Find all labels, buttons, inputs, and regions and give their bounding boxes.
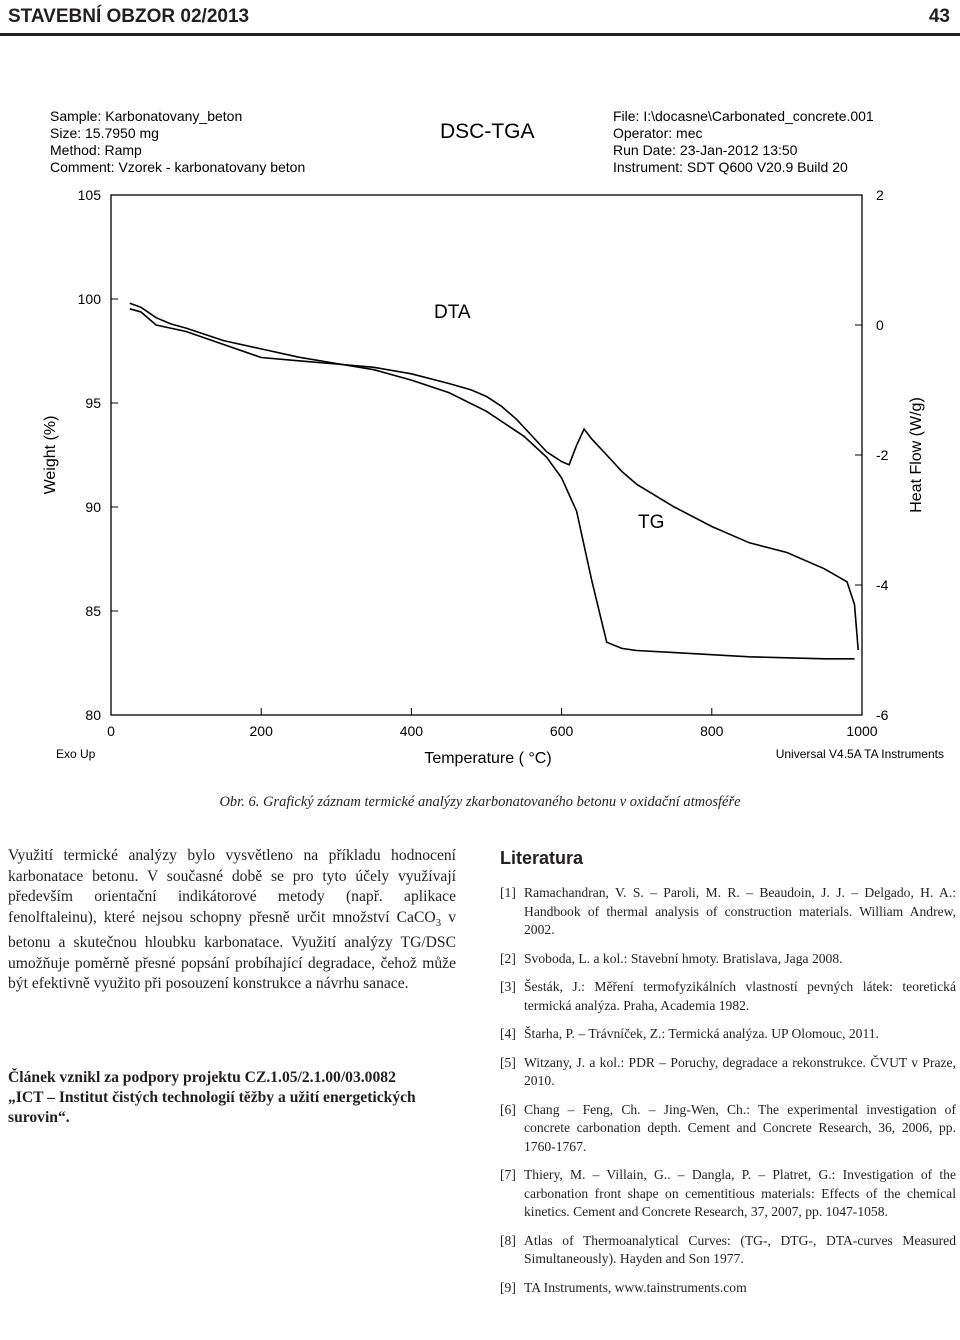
- x-tick-label: 1000: [846, 723, 878, 739]
- reference-item: [500, 1232, 956, 1269]
- exo-up-label: Exo Up: [56, 747, 96, 761]
- reference-item: [500, 1025, 956, 1044]
- running-header: [8, 4, 952, 32]
- meta-size: Size: 15.7950 mg: [50, 125, 159, 141]
- reference-number: [6]: [500, 1101, 516, 1117]
- reference-text: Ramachandran, V. S. – Paroli, M. R. – Beaudoin, J. J. – Delgado, H. A.: Handbook of thermal analysis of construction materials. William Andrew, 2002.: [524, 885, 956, 937]
- y2-tick-label: -2: [876, 447, 889, 463]
- reference-text: Chang – Feng, Ch. – Jing-Wen, Ch.: The experimental investigation of concrete carbonation depth. Cement and Concrete Research, 36, 2006, pp. 1760-1767.: [524, 1101, 956, 1154]
- y-axis-ticks: [78, 187, 118, 723]
- meta-sample: Sample: Karbonatovany_beton: [50, 108, 243, 124]
- y2-tick-label: -4: [876, 577, 889, 593]
- y-tick-label: 90: [85, 499, 101, 515]
- y-tick-label: 85: [85, 603, 101, 619]
- reference-text: Atlas of Thermoanalytical Curves: (TG-, DTG-, DTA-curves Measured Simultaneously). Hayden and Son 1977.: [524, 1232, 956, 1266]
- meta-method: Method: Ramp: [50, 142, 142, 158]
- y-tick-label: 95: [85, 395, 101, 411]
- reference-item: [500, 1101, 956, 1157]
- reference-number: [7]: [500, 1167, 516, 1182]
- x-tick-label: 400: [399, 723, 424, 739]
- y2-tick-label: 2: [876, 187, 884, 203]
- reference-number: [1]: [500, 885, 516, 900]
- reference-number: [2]: [500, 950, 516, 966]
- reference-number: [4]: [500, 1026, 516, 1041]
- reference-list: [500, 884, 956, 1297]
- reference-text: TA Instruments, www.tainstruments.com: [524, 1279, 747, 1295]
- reference-item: [500, 1054, 956, 1091]
- x-axis-ticks: [107, 708, 878, 739]
- y2-tick-label: 0: [876, 317, 884, 333]
- x-tick-label: 600: [549, 723, 574, 739]
- body-paragraph: [8, 846, 456, 995]
- x-axis-label: Temperature ( °C): [424, 750, 552, 767]
- x-tick-label: 200: [249, 723, 273, 739]
- header-rule: [0, 33, 960, 36]
- meta-file: File: I:\docasne\Carbonated_concrete.001: [613, 108, 874, 124]
- reference-item: [500, 1279, 956, 1298]
- figure-meta-left: [50, 108, 305, 176]
- meta-run-date: Run Date: 23-Jan-2012 13:50: [613, 142, 798, 158]
- plot-frame: [111, 195, 862, 715]
- y2-tick-label: -6: [876, 707, 889, 723]
- series-line-tg: [130, 303, 855, 659]
- y-axis-label: Weight (%): [42, 415, 59, 495]
- reference-text: Štarha, P. – Trávníček, Z.: Termická analýza. UP Olomouc, 2011.: [524, 1026, 879, 1041]
- subscript-3: 3: [435, 916, 442, 929]
- y2-axis-ticks: [855, 187, 889, 723]
- literature-heading: Literatura: [500, 848, 584, 868]
- acknowledgement: [8, 1068, 460, 1128]
- paragraph-part-1: Využití termické analýzy bylo vysvětleno na příkladu hodnocení karbonatace betonu. V současné době se pro tyto účely využívají především orientační indikátorové metody (např. aplikace fenolftaleinu), které nejsou schopny přesně určit množství CaCO: [8, 847, 456, 926]
- reference-number: [8]: [500, 1232, 516, 1248]
- page-number: 43: [928, 6, 950, 27]
- x-tick-label: 0: [107, 723, 115, 739]
- reference-number: [5]: [500, 1054, 516, 1070]
- x-tick-label: 800: [700, 723, 724, 739]
- acknowledgement-line-2: „ICT – Institut čistých technologií těžby a užití energetických surovin“.: [8, 1089, 416, 1126]
- reference-text: Šesták, J.: Měření termofyzikálních vlastností pevných látek: teoretická termická analýza. Praha, Academia 1982.: [524, 979, 956, 1013]
- annotation-tg: TG: [638, 512, 665, 533]
- reference-text: Svoboda, L. a kol.: Stavební hmoty. Bratislava, Jaga 2008.: [524, 950, 843, 966]
- y-tick-label: 100: [77, 291, 101, 307]
- reference-item: [500, 884, 956, 940]
- reference-item: [500, 978, 956, 1015]
- journal-title: STAVEBNÍ OBZOR 02/2013: [8, 6, 250, 27]
- reference-text: Thiery, M. – Villain, G.. – Dangla, P. – Platret, G.: Investigation of the carbonation front shape on cementitious materials: Effects of the chemical kinetics. Cement and Concrete Research, 37, 2007, pp. 1047-1058.: [524, 1167, 956, 1219]
- acknowledgement-line-1: Článek vznikl za podpory projektu CZ.1.05/2.1.00/03.0082: [8, 1069, 396, 1086]
- meta-instrument: Instrument: SDT Q600 V20.9 Build 20: [613, 159, 848, 175]
- reference-number: [9]: [500, 1279, 516, 1295]
- reference-text: Witzany, J. a kol.: PDR – Poruchy, degradace a rekonstrukce. ČVUT v Praze, 2010.: [524, 1054, 956, 1088]
- y2-axis-label: Heat Flow (W/g): [908, 397, 925, 513]
- annotation-dta: DTA: [434, 302, 471, 323]
- reference-item: [500, 950, 956, 969]
- paragraph-part-2: v betonu a skutečnou hloubku karbonatace. Využití analýzy TG/DSC umožňuje poměrně přesné popsání probíhající degradace, čehož může být efektivně využito při posouzení konstrukce a návrhu sanace.: [8, 908, 456, 993]
- figure-title: DSC-TGA: [440, 120, 535, 143]
- reference-item: [500, 1166, 956, 1222]
- series-line-dta: [130, 309, 858, 650]
- figure-caption: Obr. 6. Grafický záznam termické analýzy zkarbonatovaného betonu v oxidační atmosféře: [219, 794, 741, 810]
- meta-comment: Comment: Vzorek - karbonatovany beton: [50, 159, 306, 175]
- y-tick-label: 105: [77, 187, 101, 203]
- dsc-tga-chart: [0, 170, 960, 770]
- reference-number: [3]: [500, 979, 516, 994]
- y-tick-label: 80: [85, 707, 101, 723]
- figure-meta-right: [613, 108, 874, 176]
- meta-operator: Operator: mec: [613, 125, 703, 141]
- software-label: Universal V4.5A TA Instruments: [775, 747, 944, 761]
